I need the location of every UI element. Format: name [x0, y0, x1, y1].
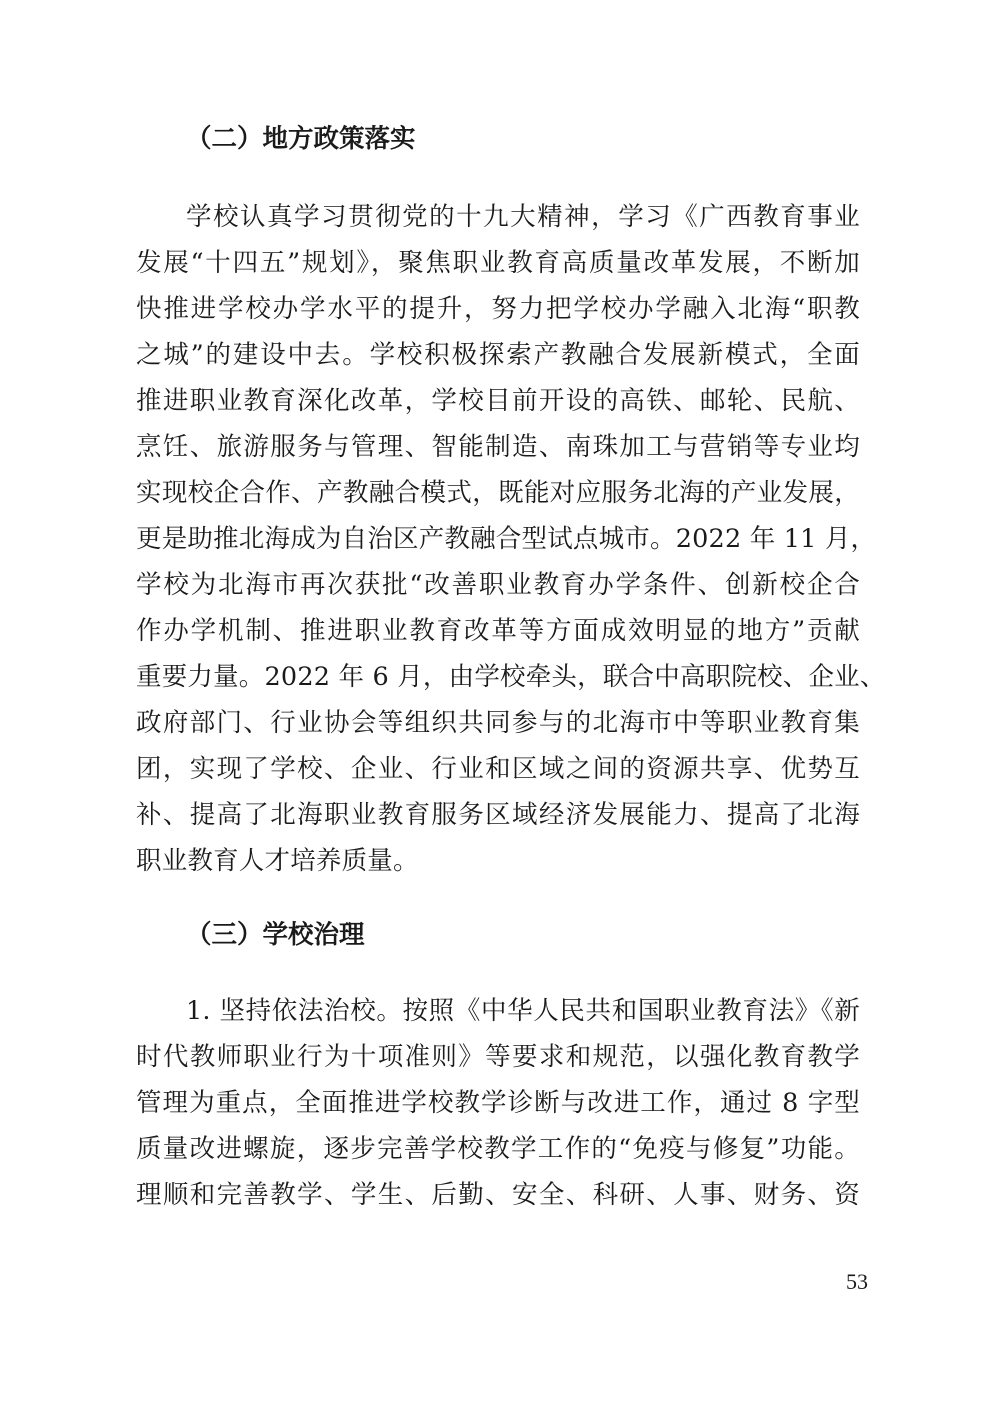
paragraph-line: 快推进学校办学水平的提升，努力把学校办学融入北海“职教: [136, 294, 860, 324]
paragraph-line: 理顺和完善教学、学生、后勤、安全、科研、人事、财务、资: [136, 1180, 860, 1210]
paragraph-line: 管理为重点，全面推进学校教学诊断与改进工作，通过 8 字型: [136, 1088, 860, 1118]
paragraph-line: 学校认真学习贯彻党的十九大精神，学习《广西教育事业: [186, 202, 860, 232]
paragraph-line: 烹饪、旅游服务与管理、智能制造、南珠加工与营销等专业均: [136, 432, 860, 462]
paragraph-line: 职业教育人才培养质量。: [136, 846, 419, 876]
paragraph-line: 重要力量。2022 年 6 月，由学校牵头，联合中高职院校、企业、: [136, 662, 886, 692]
paragraph-line: 1. 坚持依法治校。按照《中华人民共和国职业教育法》《新: [186, 996, 860, 1026]
section-heading-school-governance: （三）学校治理: [186, 920, 365, 950]
paragraph-line: 实现校企合作、产教融合模式，既能对应服务北海的产业发展，: [136, 478, 860, 508]
paragraph-line: 补、提高了北海职业教育服务区域经济发展能力、提高了北海: [136, 800, 860, 830]
paragraph-line: 作办学机制、推进职业教育改革等方面成效明显的地方”贡献: [136, 616, 860, 646]
paragraph-line: 之城”的建设中去。学校积极探索产教融合发展新模式，全面: [136, 340, 860, 370]
paragraph-line: 更是助推北海成为自治区产教融合型试点城市。2022 年 11 月，: [136, 524, 877, 554]
paragraph-line: 政府部门、行业协会等组织共同参与的北海市中等职业教育集: [136, 708, 860, 738]
paragraph-line: 发展“十四五”规划》，聚焦职业教育高质量改革发展，不断加: [136, 248, 860, 278]
section-heading-local-policy: （二）地方政策落实: [186, 124, 416, 154]
paragraph-line: 质量改进螺旋，逐步完善学校教学工作的“免疫与修复”功能。: [136, 1134, 860, 1164]
page-number: 53: [846, 1269, 868, 1294]
paragraph-line: 学校为北海市再次获批“改善职业教育办学条件、创新校企合: [136, 570, 860, 600]
paragraph-line: 时代教师职业行为十项准则》等要求和规范，以强化教育教学: [136, 1042, 860, 1072]
paragraph-line: 推进职业教育深化改革，学校目前开设的高铁、邮轮、民航、: [136, 386, 860, 416]
paragraph-line: 团，实现了学校、企业、行业和区域之间的资源共享、优势互: [136, 754, 860, 784]
